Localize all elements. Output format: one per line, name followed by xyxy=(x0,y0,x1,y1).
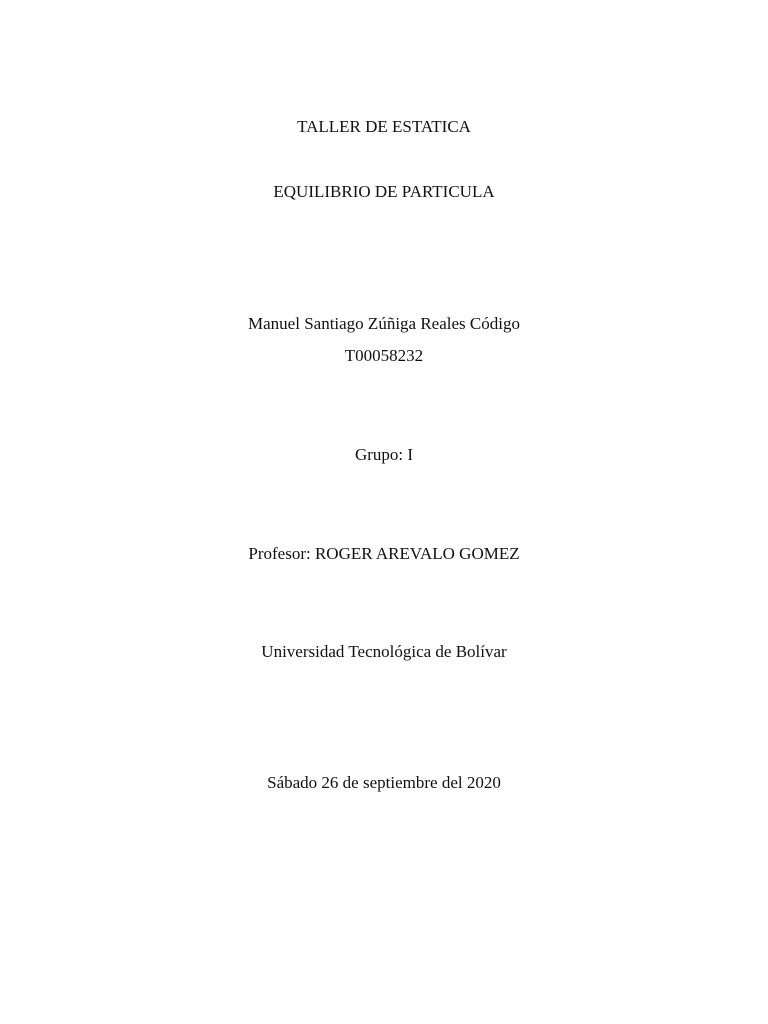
date-line: Sábado 26 de septiembre del 2020 xyxy=(267,773,501,792)
student-code: T00058232 xyxy=(344,346,424,365)
document-title: TALLER DE ESTATICA xyxy=(297,117,471,136)
group-label: Grupo: I xyxy=(354,445,414,464)
document-subtitle: EQUILIBRIO DE PARTICULA xyxy=(273,182,495,201)
university-name: Universidad Tecnológica de Bolívar xyxy=(261,642,507,661)
professor-line: Profesor: ROGER AREVALO GOMEZ xyxy=(248,544,520,563)
author-line: Manuel Santiago Zúñiga Reales Código xyxy=(248,314,520,333)
